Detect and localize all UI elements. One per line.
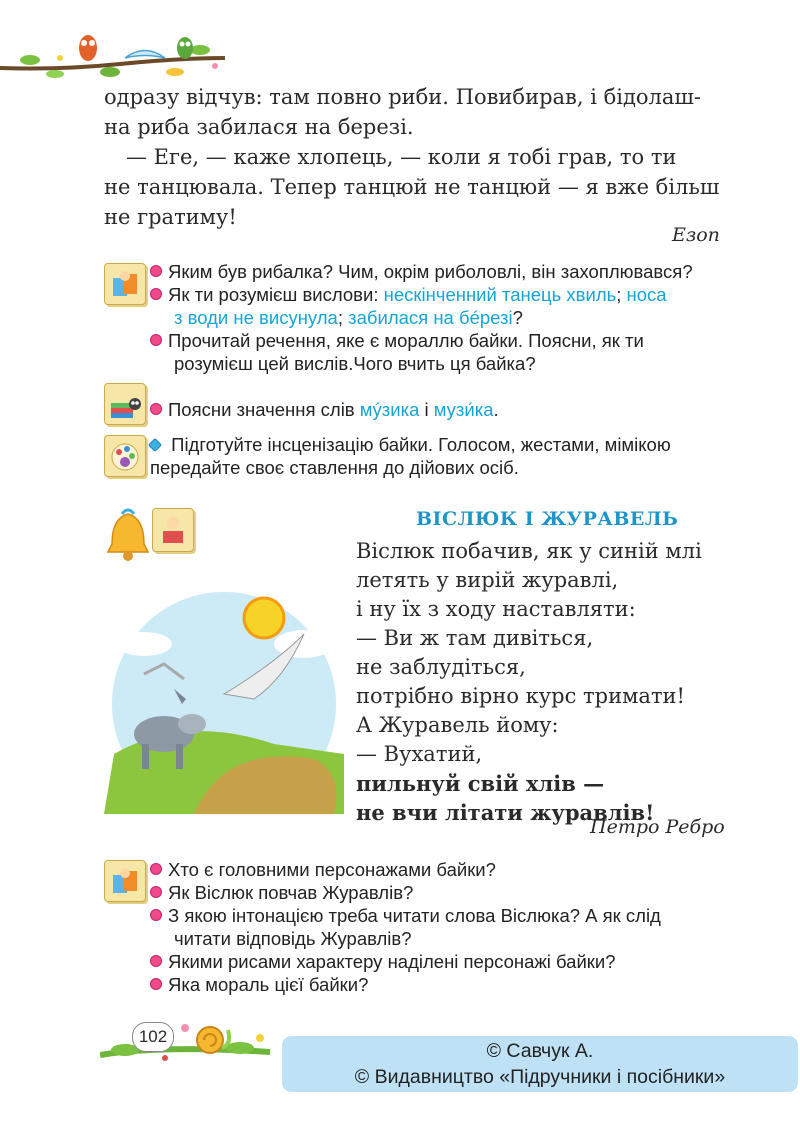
poem-line: і ну їх з ходу наставляти: bbox=[356, 597, 636, 621]
copyright-publisher: © Видавництво «Підручники і посібники» bbox=[354, 1066, 726, 1088]
story-line: одразу відчув: там повно риби. Повибирав, і бідолаш- bbox=[104, 85, 702, 109]
task-text: . bbox=[493, 399, 499, 420]
task-text: передайте своє ставлення до дійових осіб. bbox=[150, 457, 519, 478]
bullet-icon bbox=[150, 288, 162, 300]
poem-line: — Ви ж там дивіться, bbox=[356, 626, 594, 650]
task-text: Підготуйте інсценізацію байки. Голосом, жестами, мімікою bbox=[171, 434, 671, 455]
owl-books-card-icon bbox=[104, 383, 146, 425]
bullet-icon bbox=[150, 334, 162, 346]
task-text: і bbox=[419, 399, 434, 420]
donkey-and-cranes-illustration bbox=[104, 584, 344, 814]
copyright-box bbox=[282, 1036, 798, 1092]
question-text: Прочитай речення, яке є мораллю байки. Поясни, як ти bbox=[168, 330, 644, 351]
question-continuation bbox=[150, 306, 750, 329]
highlighted-word: мýзика bbox=[359, 399, 420, 420]
highlighted-phrase: нескінченний танець хвиль bbox=[383, 284, 617, 305]
poem-line: летять у вирій журавлі, bbox=[356, 568, 619, 592]
poem-line: А Журавель йому: bbox=[356, 713, 559, 737]
poem-moral-line: пильнуй свій хлів — bbox=[356, 771, 605, 796]
bullet-icon bbox=[150, 886, 162, 898]
story-line: — Еге, — каже хлопець, — коли я тобі грав, то ти bbox=[126, 145, 677, 169]
question-text: Якими рисами характеру наділені персонажі байки? bbox=[168, 951, 616, 972]
task-text: Поясни значення слів bbox=[168, 399, 360, 420]
poem-moral-line: не вчи літати журавлів! bbox=[356, 800, 655, 825]
bullet-icon bbox=[150, 403, 162, 415]
question-text: З якою інтонацією треба читати слова Віслюка? А як слід bbox=[168, 905, 661, 926]
poem-line: не заблудіться, bbox=[356, 655, 526, 679]
bullet-icon bbox=[150, 265, 162, 277]
story-line: не танцювала. Тепер танцюй не танцюй — я вже більш bbox=[104, 175, 720, 199]
poem-author: Петро Ребро bbox=[590, 816, 725, 838]
palette-card-icon bbox=[104, 435, 146, 477]
question-text: Як Віслюк повчав Журавлів? bbox=[168, 882, 414, 903]
story-author: Езоп bbox=[672, 224, 720, 246]
questions-block-1 bbox=[150, 260, 750, 375]
question-item bbox=[150, 329, 750, 352]
highlighted-word: музи́ка bbox=[433, 399, 494, 420]
bullet-icon bbox=[150, 863, 162, 875]
poem-body bbox=[356, 537, 702, 827]
diamond-bullet-icon bbox=[148, 438, 162, 452]
bullet-icon bbox=[150, 978, 162, 990]
reading-child-card-icon bbox=[152, 508, 194, 552]
question-continuation: розумієш цей вислів.Чого вчить ця байка? bbox=[174, 353, 536, 374]
highlighted-phrase: забилася на бéрезі bbox=[348, 307, 513, 328]
poem-title: ВІСЛЮК І ЖУРАВЕЛЬ bbox=[416, 508, 679, 530]
question-text: Яким був рибалка? Чим, окрім риболовлі, він захоплювався? bbox=[168, 261, 693, 282]
highlighted-phrase: з води не висунула bbox=[174, 307, 338, 328]
branch-with-birds-icon bbox=[0, 28, 230, 83]
bullet-icon bbox=[150, 909, 162, 921]
poem-line: — Вухатий, bbox=[356, 742, 483, 766]
copyright-author: © Савчук А. bbox=[486, 1040, 594, 1062]
poem-line: Віслюк побачив, як у синій млі bbox=[356, 539, 702, 563]
question-mark: ? bbox=[512, 307, 523, 328]
question-text: Яка мораль цієї байки? bbox=[168, 974, 369, 995]
reading-card-icon bbox=[104, 263, 146, 305]
reading-card-icon bbox=[104, 860, 146, 902]
question-item bbox=[150, 283, 750, 306]
story-line: не гратиму! bbox=[104, 205, 237, 229]
page-number: 102 bbox=[132, 1022, 174, 1052]
highlighted-phrase: носа bbox=[626, 284, 667, 305]
story-line: на риба забилася на березі. bbox=[104, 115, 414, 139]
task-2 bbox=[150, 398, 499, 421]
question-item bbox=[150, 260, 750, 283]
separator: ; bbox=[616, 284, 627, 305]
separator: ; bbox=[337, 307, 349, 328]
question-text: Як ти розумієш вислови: bbox=[168, 284, 384, 305]
snail-flowers-decoration bbox=[100, 1010, 280, 1070]
bell-icon bbox=[102, 506, 154, 566]
task-3 bbox=[150, 433, 750, 479]
question-text: Хто є головними персонажами байки? bbox=[168, 859, 496, 880]
questions-block-2 bbox=[150, 858, 750, 996]
poem-line: потрібно вірно курс тримати! bbox=[356, 684, 685, 708]
story-text bbox=[104, 82, 744, 232]
question-continuation: читати відповідь Журавлів? bbox=[174, 928, 412, 949]
bullet-icon bbox=[150, 955, 162, 967]
